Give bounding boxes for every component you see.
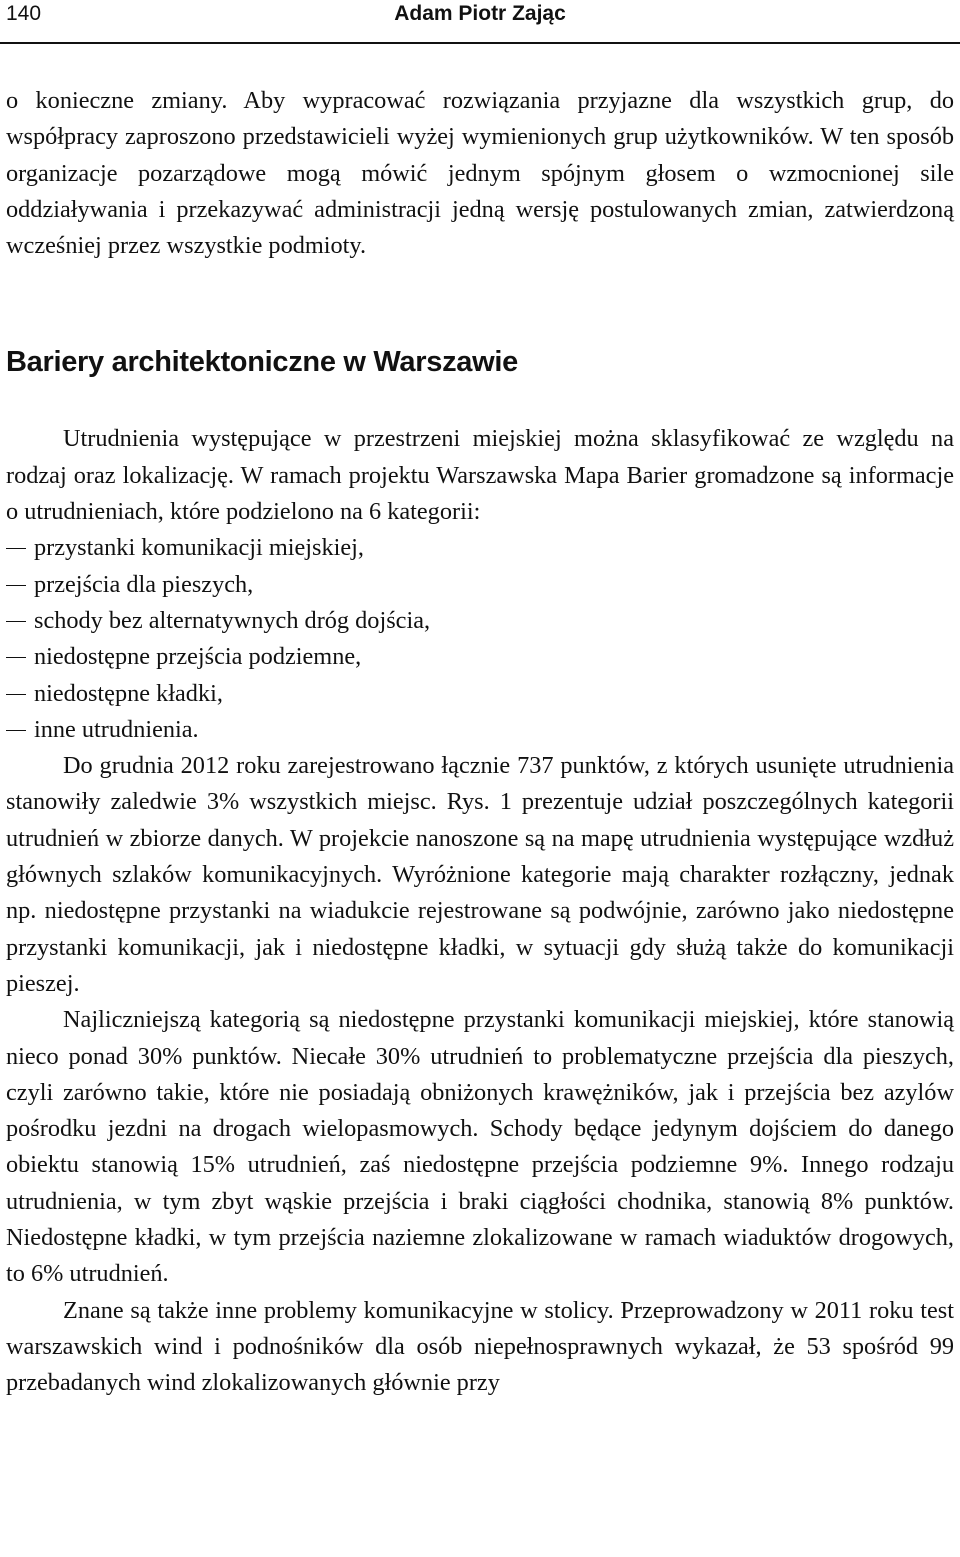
list-item: przejścia dla pieszych, [6,567,954,603]
list-item: przystanki komunikacji miejskiej, [6,530,954,566]
body-paragraph: Znane są także inne problemy komunikacyjne w stolicy. Przeprowadzony w 2011 roku test warszawskich wind i podnośników dla osób niepełnosprawnych wykazał, że 53 spośród 99 przebadanych wind zlokalizowanych głównie przy [6,1296,954,1397]
intro-paragraph: o konieczne zmiany. Aby wypracować rozwiązania przyjazne dla wszystkich grup, do współpracy zaproszono przedstawicieli wyżej wymienionych grup użytkowników. W ten sposób organizacje pozarządowe mogą mówić jednym spójnym głosem o wzmocnionej sile oddziaływania i przekazywać administracji jedną wersję postulowanych zmian, zatwierdzoną wcześniej przez wszystkie podmioty. [6,87,954,260]
list-item: inne utrudnienia. [6,712,954,748]
category-list [6,530,954,748]
body-paragraph: Najliczniejszą kategorią są niedostępne przystanki komunikacji miejskiej, które stanowią nieco ponad 30% punktów. Niecałe 30% utrudnień to problematyczne przejścia dla pieszych, czyli zarówno takie, które nie posiadają obniżonych krawężników, jak i przejścia bez azylów pośrodku jezdni na drogach wielopasmowych. Schody będące jedynym dojściem do danego obiektu stanowią 15% utrudnień, zaś niedostępne przejścia podziemne 9%. Innego rodzaju utrudnienia, w tym zbyt wąskie przejścia i braki ciągłości chodnika, stanowią 8% punktów. Niedostępne kładki, w tym przejścia naziemne zlokalizowane w ramach wiaduktów drogowych, to 6% utrudnień. [6,1006,954,1288]
section-spacer [6,264,954,344]
running-head-author: Adam Piotr Zając [394,2,566,25]
section-heading: Bariery architektoniczne w Warszawie [6,346,518,379]
list-item: niedostępne przejścia podziemne, [6,639,954,675]
body-paragraph: Do grudnia 2012 roku zarejestrowano łącznie 737 punktów, z których usunięte utrudnienia stanowiły zaledwie 3% wszystkich miejsc. Rys. 1 prezentuje udział poszczególnych kategorii utrudnień w zbiorze danych. W projekcie nanoszone są na mapę utrudnienia występujące wzdłuż głównych szlaków komunikacyjnych. Wyróżnione kategorie mają charakter rozłączny, jednak np. niedostępne przystanki na wiadukcie rejestrowane są podwójnie, zarówno jako niedostępne przystanki komunikacji, jak i niedostępne kładki, w sytuacji gdy służą także do komunikacji pieszej. [6,752,954,997]
page-number: 140 [6,2,42,25]
list-item: schody bez alternatywnych dróg dojścia, [6,603,954,639]
section-spacer [6,380,954,421]
page-header [0,0,960,44]
body-paragraph: Utrudnienia występujące w przestrzeni miejskiej można sklasyfikować ze względu na rodzaj oraz lokalizację. W ramach projektu Warszawska Mapa Barier gromadzone są informacje o utrudnieniach, które podzielono na 6 kategorii: [6,425,954,526]
header-rule [0,42,960,44]
page-body [6,83,954,1402]
list-item: niedostępne kładki, [6,676,954,712]
